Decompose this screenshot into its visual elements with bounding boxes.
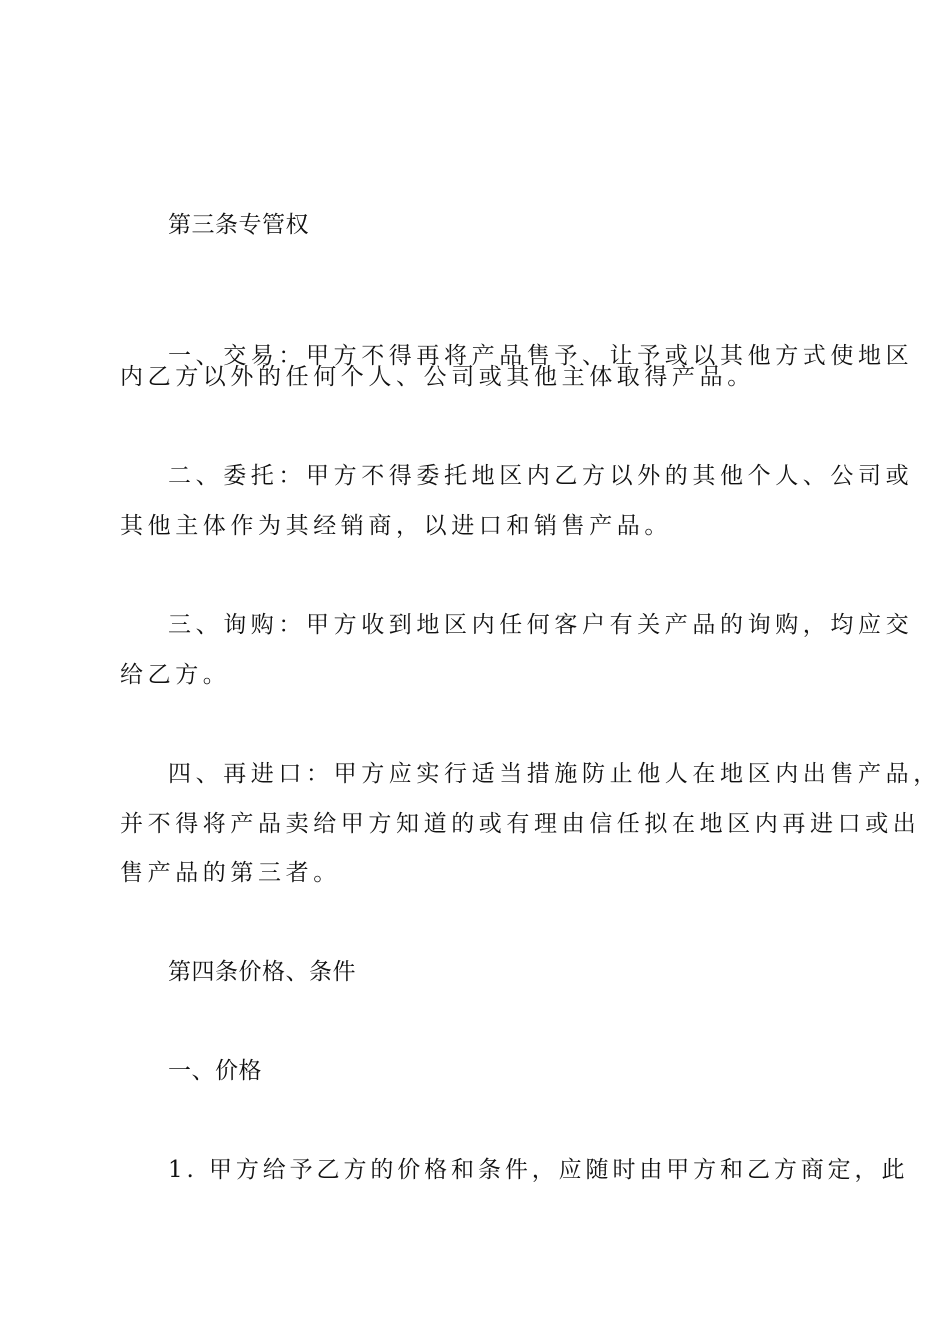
article-3-item-3-line-1: 三、询购：甲方收到地区内任何客户有关产品的询购，均应交 (168, 612, 914, 638)
article-4-paragraph-1-line-1: 1. 甲方给予乙方的价格和条件，应随时由甲方和乙方商定，此 (168, 1157, 909, 1183)
article-4-section-1-title: 一、价格 (168, 1058, 262, 1084)
article-3-item-1-line-2: 内乙方以外的任何个人、公司或其他主体取得产品。 (120, 364, 755, 390)
article-3-item-1-line-1: 一、交易：甲方不得再将产品售予、让予或以其他方式使地区 (168, 343, 914, 369)
article-3-item-4-line-1: 四、再进口：甲方应实行适当措施防止他人在地区内出售产品， (168, 761, 941, 787)
article-3-item-4-line-3: 售产品的第三者。 (120, 860, 341, 886)
article-4-title: 第四条价格、条件 (168, 959, 356, 985)
article-3-item-2-line-1: 二、委托：甲方不得委托地区内乙方以外的其他个人、公司或 (168, 463, 914, 489)
article-3-item-4-line-2: 并不得将产品卖给甲方知道的或有理由信任拟在地区内再进口或出 (120, 811, 921, 837)
article-3-title: 第三条专管权 (168, 212, 309, 238)
article-3-item-3-line-2: 给乙方。 (120, 662, 231, 688)
article-3-item-2-line-2: 其他主体作为其经销商，以进口和销售产品。 (120, 513, 672, 539)
